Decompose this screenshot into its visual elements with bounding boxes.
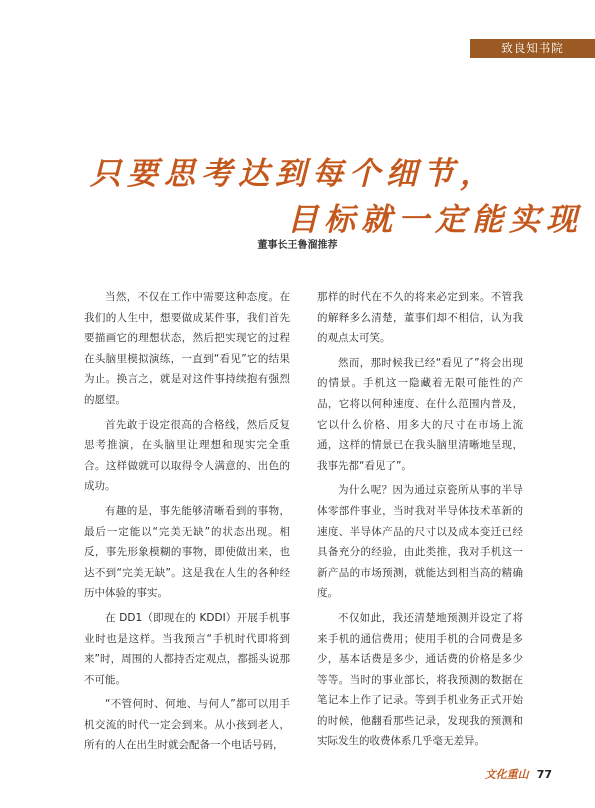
publication-logo: 文化重山: [484, 768, 529, 781]
paragraph: 首先敢于设定很高的合格线，然后反复思考推演，在头脑里让理想和现实完全重合。这样做就可以取得令人满意的、出色的成功。: [84, 418, 290, 493]
paragraph: 有趣的是，事先能够清晰看到的事物，最后一定能以“完美无缺”的状态出现。相反，事先形象模糊的事物，即使做出来，也达不到“完美无缺”。这是我在人生的各种经历中体验的事实。: [84, 504, 290, 600]
paragraph-continuation: 那样的时代在不久的将来必定到来。不管我的解释多么清楚，董事们却不相信，认为我的观点太可笑。: [317, 291, 523, 345]
paragraph: “不管何时、何地、与何人”都可以用手机交流的时代一定会到来。从小孩到老人，所有的人在出生时就会配备一个电话号码，: [84, 698, 290, 752]
left-column: [84, 287, 290, 760]
paragraph: 为什么呢？因为通过京瓷所从事的半导体零部件事业，当时我对半导体技术革新的速度、半导体产品的尺寸以及成本变迁已经具备充分的经验，由此类推，我对手机这一新产品的市场预测，就能达到相当高的精确度。: [317, 484, 523, 600]
paragraph: 然而，那时候我已经“看见了”将会出现的情景。手机这一隐藏着无限可能性的产品，它将以何种速度、在什么范围内普及，它以什么价格、用多大的尺寸在市场上流通，这样的情景已在我头脑里清晰地呈现，我事先都“看见了”。: [317, 356, 523, 472]
paragraph: 当然，不仅在工作中需要这种态度。在我们的人生中，想要做成某件事，我们首先要描画它的理想状态，然后把实现它的过程在头脑里模拟演练，一直到“看见”它的结果为止。换言之，就是对这件事持续抱有强烈的愿望。: [84, 291, 290, 406]
paragraph: 在 DD1（即现在的 KDDI）开展手机事业时也是这样。当我预言“手机时代即将到来”时，周围的人都持否定观点，都摇头说那不可能。: [84, 611, 290, 686]
article-title-line-1: 只要思考达到每个细节，: [90, 156, 497, 192]
page-footer: [485, 766, 552, 782]
article-title-line-2: 目标就一定能实现: [287, 202, 583, 238]
right-column: [317, 287, 523, 756]
section-tag: 致良知书院: [470, 39, 595, 58]
byline: 董事长王鲁溜推荐: [257, 240, 338, 251]
paragraph: 不仅如此，我还清楚地预测并设定了将来手机的通信费用；使用手机的合同费是多少，基本话费是多少，通话费的价格是多少等等。当时的事业部长，将我预测的数据在笔记本上作了记录。等到手机业务正式开始的时候，他翻看那些记录，发现我的预测和实际发生的收费体系几乎毫无差异。: [317, 611, 523, 748]
page-number: 77: [536, 767, 552, 781]
